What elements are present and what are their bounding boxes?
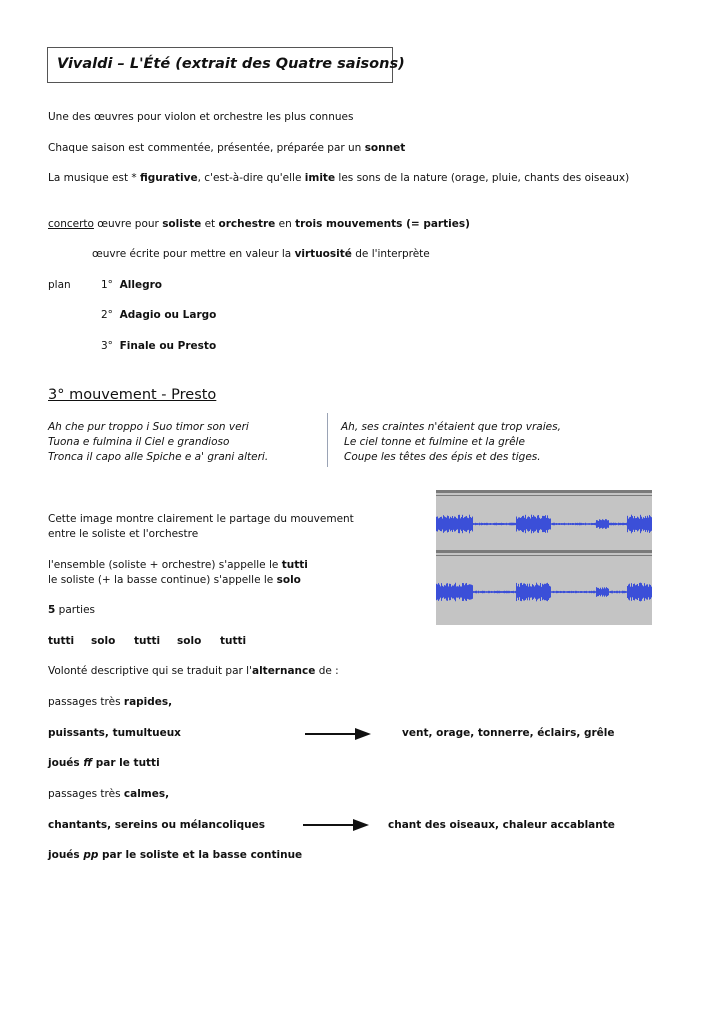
sonnet-french-line: Le ciel tonne et fulmine et la grêle (344, 436, 525, 448)
page-title: Vivaldi – L'Été (extrait des Quatre saisons) (57, 56, 405, 72)
sonnet-italian-line: Tronca il capo alle Spiche e a' grani alteri. (48, 451, 269, 463)
sonnet-divider (327, 413, 328, 467)
waveform-image (436, 490, 652, 625)
arrow-right-icon (303, 819, 369, 831)
sequence-item: solo (177, 635, 202, 647)
fast-line-2: puissants, tumultueux (48, 727, 181, 739)
calm-result: chant des oiseaux, chaleur accablante (388, 819, 615, 831)
fast-line-1: passages très rapides, (48, 696, 173, 708)
plan-label: plan (48, 279, 71, 291)
calm-line-1: passages très calmes, (48, 788, 170, 800)
sequence-item: tutti (220, 635, 247, 647)
waveform-baseline (436, 592, 652, 593)
sequence-item: tutti (134, 635, 161, 647)
movement-heading: 3° mouvement - Presto (48, 387, 217, 403)
analysis-line: Cette image montre clairement le partage du mouvement (48, 513, 354, 525)
arrow-right-icon (305, 728, 371, 740)
intro-line-3: La musique est * figurative, c'est-à-dire qu'elle imite les sons de la nature (orage, pluie, chants des oiseaux) (48, 172, 630, 184)
solo-definition: le soliste (+ la basse continue) s'appelle le solo (48, 574, 301, 586)
waveform-baseline (436, 524, 652, 525)
alternance-line: Volonté descriptive qui se traduit par l'alternance de : (48, 665, 339, 677)
parts-count: 5 parties (48, 604, 96, 616)
sequence-item: solo (91, 635, 116, 647)
concerto-line-1: concerto œuvre pour soliste et orchestre en trois mouvements (= parties) (48, 218, 470, 230)
calm-line-2: chantants, sereins ou mélancoliques (48, 819, 265, 831)
sonnet-italian-line: Tuona e fulmina il Ciel e grandioso (48, 436, 230, 448)
sonnet-french-line: Ah, ses craintes n'étaient que trop vraies, (341, 421, 561, 433)
sonnet-french-line: Coupe les têtes des épis et des tiges. (344, 451, 541, 463)
sonnet-italian-line: Ah che pur troppo i Suo timor son veri (48, 421, 249, 433)
intro-line-1: Une des œuvres pour violon et orchestre les plus connues (48, 111, 354, 123)
plan-item: 1° Allegro (101, 279, 162, 291)
fast-line-3: joués ff par le tutti (48, 757, 160, 769)
plan-item: 3° Finale ou Presto (101, 340, 217, 352)
intro-line-2: Chaque saison est commentée, présentée, préparée par un sonnet (48, 142, 406, 154)
analysis-line: entre le soliste et l'orchestre (48, 528, 199, 540)
sequence-item: tutti (48, 635, 75, 647)
concerto-line-2: œuvre écrite pour mettre en valeur la virtuosité de l'interprète (92, 248, 430, 260)
plan-item: 2° Adagio ou Largo (101, 309, 217, 321)
fast-result: vent, orage, tonnerre, éclairs, grêle (402, 727, 615, 739)
calm-line-3: joués pp par le soliste et la basse continue (48, 849, 303, 861)
tutti-definition: l'ensemble (soliste + orchestre) s'appelle le tutti (48, 559, 308, 571)
